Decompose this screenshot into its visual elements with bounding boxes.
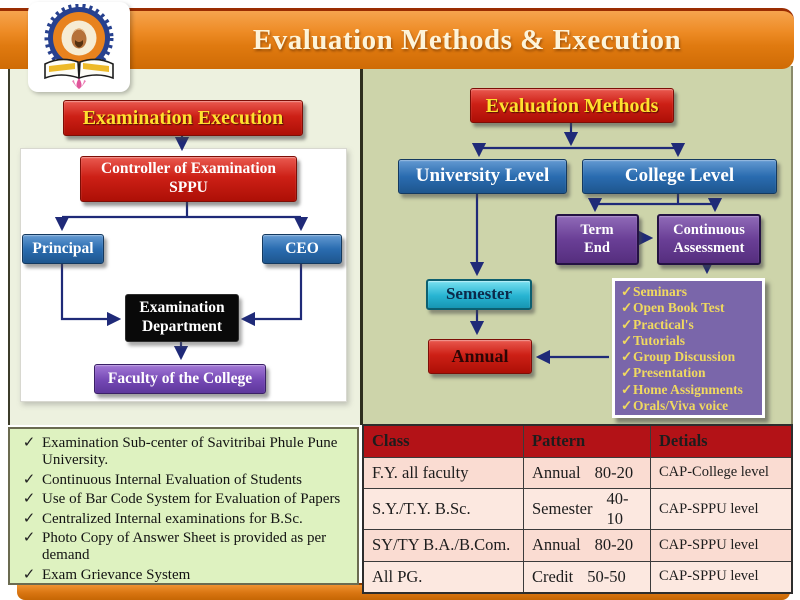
list-item: ✓ Orals/Viva voice [621,398,729,414]
cell-pattern: Annual 80-20 [523,530,650,561]
ceo-box: CEO [262,234,342,264]
checklist-item: ✓ Examination Sub-center of Savitribai Phule Pune University. [16,435,351,470]
check-icon: ✓ [621,300,633,316]
check-icon: ✓ [621,381,633,397]
assessment-methods-list [612,278,765,418]
check-icon: ✓ [621,332,633,348]
evaluation-methods-title: Evaluation Methods [470,88,674,123]
table-row [364,561,791,593]
check-icon: ✓ [621,365,633,381]
cell-class: F.Y. all faculty [372,462,469,482]
table-header-row [364,426,791,457]
check-icon: ✓ [22,471,36,488]
cell-details: CAP-SPPU level [650,562,791,593]
semester-box: Semester [426,279,532,310]
check-icon: ✓ [22,529,36,546]
term-end-box: Term End [555,214,639,265]
list-item: ✓ Practical's [621,316,694,332]
table-row [364,529,791,561]
list-item: ✓ Presentation [621,365,706,381]
checklist-item: ✓ Exam Grievance System [16,567,351,584]
faculty-of-college-box: Faculty of the College [94,364,266,394]
check-icon: ✓ [621,316,633,332]
checklist-item: ✓ Centralized Internal examinations for B.Sc. [16,511,351,528]
annual-box: Annual [428,339,532,374]
college-level-box: College Level [582,159,777,194]
check-icon: ✓ [22,491,36,508]
cell-class: S.Y./T.Y. B.Sc. [372,499,471,518]
check-icon: ✓ [621,398,633,414]
list-item: ✓ Open Book Test [621,300,725,316]
cell-pattern: Semester 40-10 [523,489,650,529]
list-item: ✓ Group Discussion [621,349,736,365]
check-icon: ✓ [621,284,633,299]
table-row [364,457,791,489]
controller-of-examination-box: Controller of Examination SPPU [80,156,297,202]
cell-details: CAP-SPPU level [650,489,791,529]
continuous-assessment-box: Continuous Assessment [657,214,761,265]
header-cell-class: Class [372,431,410,451]
university-level-box: University Level [398,159,567,194]
cell-pattern: Annual 80-20 [523,458,650,489]
cell-pattern: Credit 50-50 [523,562,650,593]
cell-class: SY/TY B.A./B.Com. [372,535,511,555]
checklist-item: ✓ Photo Copy of Answer Sheet is provided as per demand [16,530,351,565]
checklist-item: ✓ Use of Bar Code System for Evaluation of Papers [16,491,351,508]
page-title: Evaluation Methods & Execution [252,23,682,56]
check-icon: ✓ [22,435,36,451]
list-item: ✓ Seminars [621,284,687,299]
list-item: ✓ Tutorials [621,332,686,348]
cell-class: All PG. [372,566,423,586]
features-checklist [8,427,359,585]
check-icon: ✓ [22,510,36,527]
cell-details: CAP-College level [650,458,791,489]
examination-department-box: Examination Department [125,294,239,342]
check-icon: ✓ [621,349,633,365]
header-cell-details: Detials [650,426,791,457]
college-emblem-icon [31,4,127,90]
table-row [364,488,791,529]
college-logo [28,2,130,92]
cell-details: CAP-SPPU level [650,530,791,561]
list-item: ✓ Home Assignments [621,381,743,397]
class-pattern-table [362,424,793,594]
check-icon: ✓ [22,566,36,583]
header-cell-pattern: Pattern [523,426,650,457]
principal-box: Principal [22,234,104,264]
examination-execution-title: Examination Execution [63,100,303,136]
checklist-item: ✓ Continuous Internal Evaluation of Students [16,472,351,489]
